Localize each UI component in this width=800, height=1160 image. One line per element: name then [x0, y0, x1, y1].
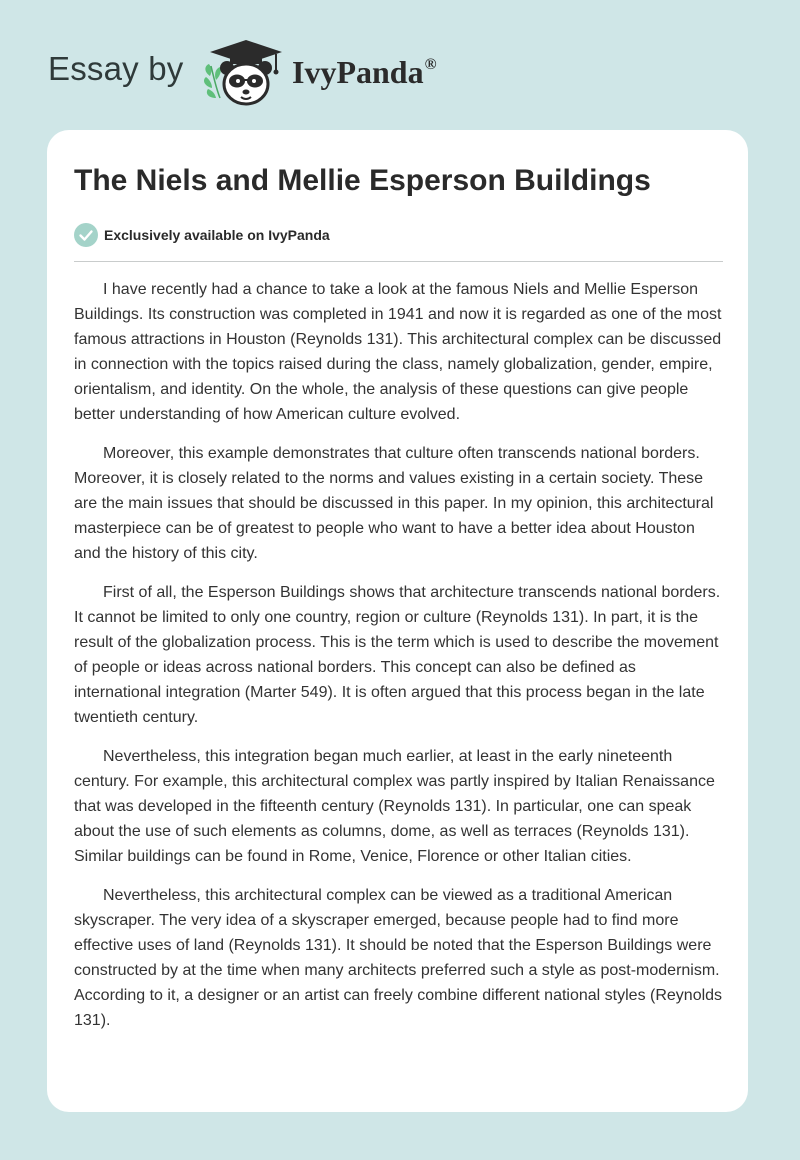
site-header [0, 0, 800, 130]
exclusive-label: Exclusively available on IvyPanda [104, 227, 330, 243]
paragraph: I have recently had a chance to take a look at the famous Niels and Mellie Esperson Buildings. Its construction was completed in 1941 and now it is regarded as one of the most famous attractions in Houston (Reynolds 131). This architectural complex can be discussed in connection with the topics raised during the class, namely globalization, gender, empire, orientalism, and identity. On the whole, the analysis of these questions can give people better understanding of how American culture evolved. [74, 281, 722, 423]
paragraph: Nevertheless, this architectural complex can be viewed as a traditional American skyscraper. The very idea of a skyscraper emerged, because people had to find more effective uses of land (Reynolds 131). It should be noted that the Esperson Buildings were constructed by at the time when many architects preferred such a style as post-modernism. According to it, a designer or an artist can freely combine different national styles (Reynolds 131). [74, 887, 723, 1029]
paragraph: Nevertheless, this integration began much earlier, at least in the early nineteenth century. For example, this architectural complex was partly inspired by Italian Renaissance that was developed in the fifteenth century (Reynolds 131). In particular, one can speak about the use of such elements as columns, dome, as well as terraces (Reynolds 131). Similar buildings can be found in Rome, Venice, Florence or other Italian cities. [74, 748, 715, 865]
essay-card [47, 130, 748, 1112]
paragraph: Moreover, this example demonstrates that culture often transcends national borders. Moreover, it is closely related to the norms and values existing in a certain society. These are the main issues that should be discussed in this paper. In my opinion, this architectural masterpiece can be of greatest to people who want to have a better idea about Houston and the history of this city. [74, 445, 714, 562]
brand-name[interactable]: IvyPanda® [292, 54, 437, 90]
page-title: The Niels and Mellie Esperson Buildings [74, 164, 651, 197]
exclusive-badge [74, 222, 330, 248]
divider [74, 261, 723, 262]
panda-graduate-icon[interactable] [200, 36, 290, 110]
check-circle-icon [74, 223, 98, 247]
essay-by-label: Essay by [48, 50, 184, 87]
paragraph: First of all, the Esperson Buildings shows that architecture transcends national borders. It cannot be limited to only one country, region or culture (Reynolds 131). In part, it is the result of the globalization process. This is the term which is used to describe the movement of people or ideas across national borders. This concept can also be defined as international integration (Marter 549). It is often argued that this process began in the late twentieth century. [74, 584, 721, 726]
essay-body [74, 277, 724, 1047]
